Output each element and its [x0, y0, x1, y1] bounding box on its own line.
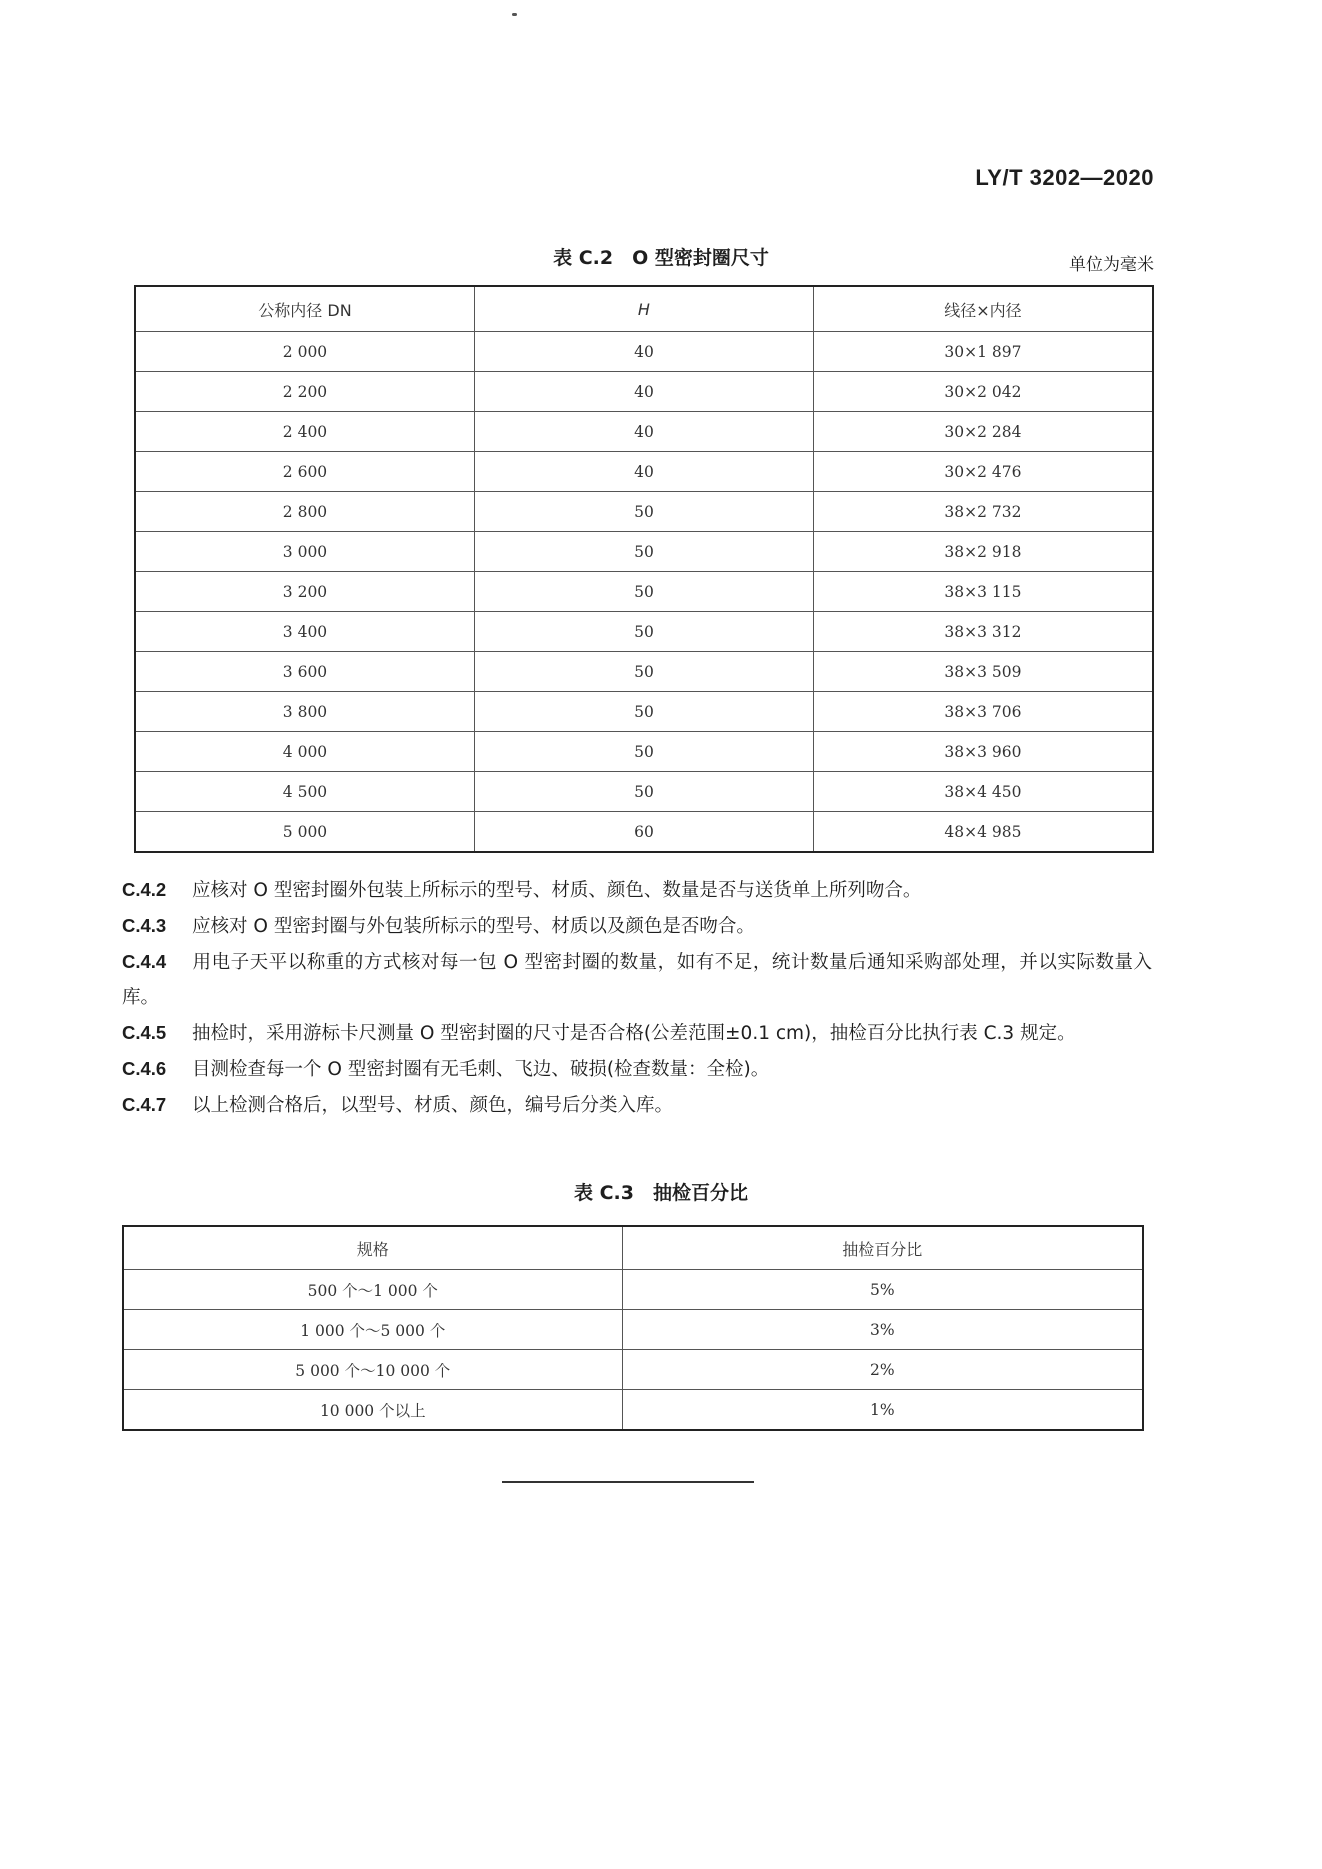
table-c3 — [122, 1225, 1144, 1431]
cell-h: 40 — [474, 372, 813, 412]
cell-h: 40 — [474, 452, 813, 492]
clause-text: 抽检时，采用游标卡尺测量 O 型密封圈的尺寸是否合格(公差范围±0.1 cm)，抽检百分比执行表 C.3 规定。 — [192, 1023, 1076, 1044]
cell-dn: 5 000 — [135, 812, 474, 853]
column-header-spec: 规格 — [123, 1226, 622, 1270]
cell-dn: 3 800 — [135, 692, 474, 732]
cell-dn: 3 400 — [135, 612, 474, 652]
table-row — [135, 612, 1153, 652]
cell-dn: 4 500 — [135, 772, 474, 812]
cell-dn: 2 400 — [135, 412, 474, 452]
table-c2 — [134, 285, 1154, 853]
table-c2-unit: 单位为毫米 — [1069, 255, 1154, 275]
cell-dn: 3 600 — [135, 652, 474, 692]
table-row — [135, 652, 1153, 692]
clause-text: 应核对 O 型密封圈外包装上所标示的型号、材质、颜色、数量是否与送货单上所列吻合。 — [192, 880, 922, 901]
cell-size: 30×2 042 — [813, 372, 1153, 412]
table-row — [123, 1350, 1143, 1390]
table-row — [135, 412, 1153, 452]
cell-percent: 5% — [622, 1270, 1143, 1310]
cell-h: 50 — [474, 492, 813, 532]
cell-h: 40 — [474, 412, 813, 452]
table-row — [135, 772, 1153, 812]
cell-h: 60 — [474, 812, 813, 853]
clause-number: C.4.5 — [122, 1022, 167, 1043]
column-header-dn: 公称内径 DN — [135, 286, 474, 332]
table-row — [135, 812, 1153, 853]
cell-dn: 3 000 — [135, 532, 474, 572]
cell-h: 50 — [474, 732, 813, 772]
table-row — [123, 1270, 1143, 1310]
table-row — [135, 372, 1153, 412]
clause-number: C.4.2 — [122, 879, 167, 900]
cell-size: 30×2 284 — [813, 412, 1153, 452]
table-row — [135, 732, 1153, 772]
cell-size: 38×3 509 — [813, 652, 1153, 692]
clause-text: 以上检测合格后，以型号、材质、颜色，编号后分类入库。 — [192, 1095, 674, 1116]
cell-size: 38×2 732 — [813, 492, 1153, 532]
table-row — [135, 572, 1153, 612]
table-row — [135, 452, 1153, 492]
table-header-row — [123, 1226, 1143, 1270]
cell-h: 50 — [474, 612, 813, 652]
cell-h: 50 — [474, 572, 813, 612]
clause-c-4-7 — [122, 1087, 1152, 1123]
cell-h: 50 — [474, 652, 813, 692]
clause-text: 目测检查每一个 O 型密封圈有无毛刺、飞边、破损(检查数量：全检)。 — [192, 1059, 770, 1080]
cell-percent: 1% — [622, 1390, 1143, 1431]
clause-list — [122, 872, 1152, 1123]
table-c3-title: 表 C.3 抽检百分比 — [574, 1182, 748, 1204]
table-row — [135, 492, 1153, 532]
cell-dn: 2 000 — [135, 332, 474, 372]
clause-text: 应核对 O 型密封圈与外包装所标示的型号、材质以及颜色是否吻合。 — [192, 916, 755, 937]
table-row — [123, 1310, 1143, 1350]
cell-percent: 3% — [622, 1310, 1143, 1350]
cell-dn: 2 600 — [135, 452, 474, 492]
clause-text: 用电子天平以称重的方式核对每一包 O 型密封圈的数量，如有不足，统计数量后通知采购部处理，并以实际数量入库。 — [122, 952, 1152, 1008]
table-header-row — [135, 286, 1153, 332]
cell-size: 38×3 706 — [813, 692, 1153, 732]
cell-size: 38×4 450 — [813, 772, 1153, 812]
cell-percent: 2% — [622, 1350, 1143, 1390]
cell-dn: 2 200 — [135, 372, 474, 412]
clause-c-4-2 — [122, 872, 1152, 908]
cell-size: 48×4 985 — [813, 812, 1153, 853]
cell-size: 38×2 918 — [813, 532, 1153, 572]
cell-spec: 1 000 个～5 000 个 — [123, 1310, 622, 1350]
cell-size: 30×1 897 — [813, 332, 1153, 372]
clause-c-4-3 — [122, 908, 1152, 944]
cell-size: 30×2 476 — [813, 452, 1153, 492]
end-rule — [502, 1481, 754, 1483]
clause-number: C.4.4 — [122, 951, 167, 972]
table-c2-title: 表 C.2 O 型密封圈尺寸 — [553, 247, 769, 269]
cell-size: 38×3 115 — [813, 572, 1153, 612]
table-row — [135, 532, 1153, 572]
column-header-size: 线径×内径 — [813, 286, 1153, 332]
column-header-percent: 抽检百分比 — [622, 1226, 1143, 1270]
table-row — [135, 692, 1153, 732]
column-header-h: H — [474, 286, 813, 332]
clause-c-4-4 — [122, 944, 1152, 1015]
cell-h: 50 — [474, 772, 813, 812]
table-row — [123, 1390, 1143, 1431]
clause-number: C.4.7 — [122, 1094, 167, 1115]
cell-size: 38×3 312 — [813, 612, 1153, 652]
scan-speck — [512, 13, 517, 16]
cell-h: 50 — [474, 692, 813, 732]
standard-number: LY/T 3202—2020 — [975, 165, 1154, 190]
cell-dn: 2 800 — [135, 492, 474, 532]
clause-c-4-6 — [122, 1051, 1152, 1087]
clause-number: C.4.3 — [122, 915, 167, 936]
cell-spec: 10 000 个以上 — [123, 1390, 622, 1431]
clause-c-4-5 — [122, 1015, 1152, 1051]
cell-h: 40 — [474, 332, 813, 372]
cell-spec: 5 000 个～10 000 个 — [123, 1350, 622, 1390]
table-row — [135, 332, 1153, 372]
cell-h: 50 — [474, 532, 813, 572]
cell-dn: 3 200 — [135, 572, 474, 612]
cell-dn: 4 000 — [135, 732, 474, 772]
cell-size: 38×3 960 — [813, 732, 1153, 772]
cell-spec: 500 个～1 000 个 — [123, 1270, 622, 1310]
clause-number: C.4.6 — [122, 1058, 167, 1079]
